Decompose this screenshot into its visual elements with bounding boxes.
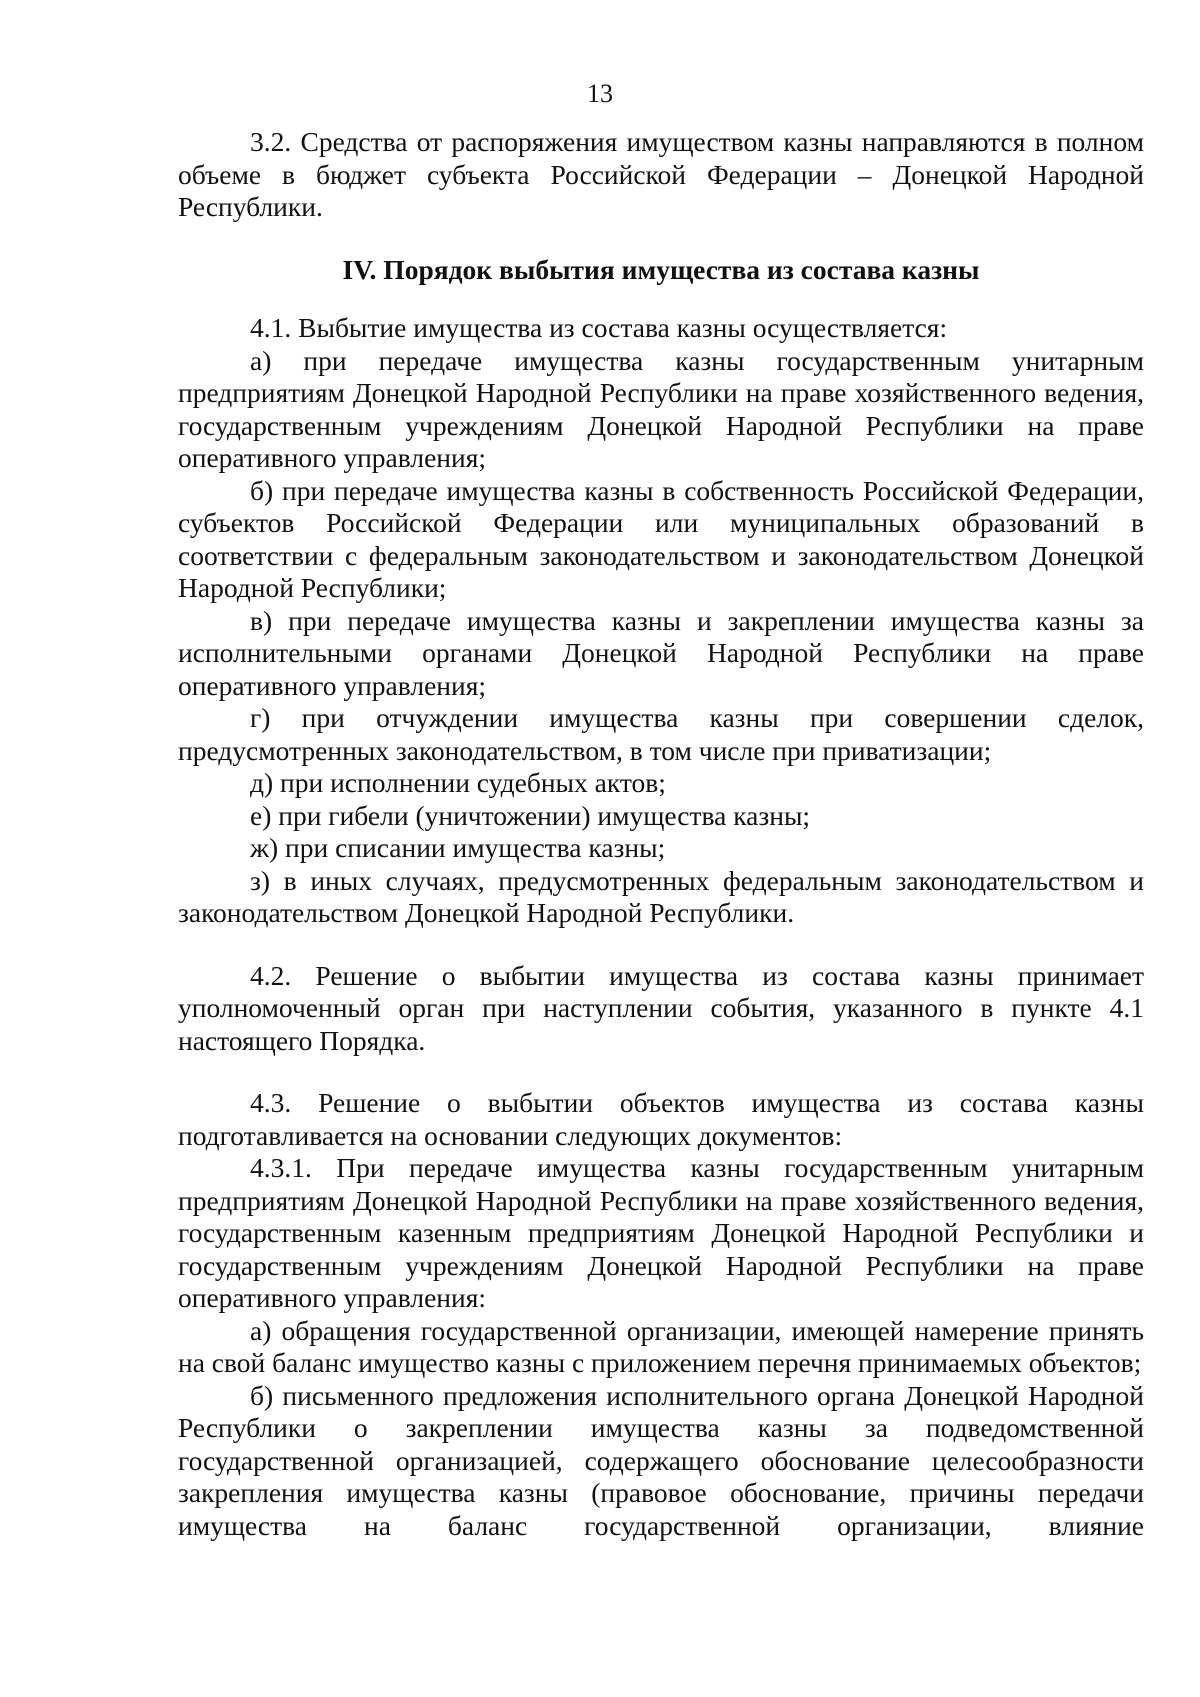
paragraph-4-1-b: б) при передаче имущества казны в собственность Российской Федерации, субъектов Российской Федерации или муниципальных образований в соответствии с федеральным законодательством и законодательством Донецкой Народной Республики;: [178, 474, 1144, 603]
paragraph-4-3-1-b: б) письменного предложения исполнительного органа Донецкой Народной Республики о закреплении имущества казны за подведомственной государственной организацией, содержащего обоснование целесообразности закрепления имущества казны (правовое обоснование, причины передачи имущества на баланс государственной организации, влияние: [178, 1379, 1144, 1541]
paragraph-4-1-v: в) при передаче имущества казны и закреплении имущества казны за исполнительными органами Донецкой Народной Республики на праве оперативного управления;: [178, 604, 1144, 701]
section-heading-iv: IV. Порядок выбытия имущества из состава казны: [342, 253, 980, 285]
paragraph-4-1-e: е) при гибели (уничтожении) имущества казны;: [250, 799, 811, 831]
paragraph-4-1-g: г) при отчуждении имущества казны при совершении сделок, предусмотренных законодательством, в том числе при приватизации;: [178, 702, 1144, 766]
paragraph-4-1-d: д) при исполнении судебных актов;: [250, 767, 666, 798]
paragraph-4-3-1-a: а) обращения государственной организации, имеющей намерение принять на свой баланс имущество казны с приложением перечня принимаемых объектов;: [178, 1314, 1144, 1378]
paragraph-4-2: 4.2. Решение о выбытии имущества из состава казны принимает уполномоченный орган при наступлении события, указанного в пункте 4.1 настоящего Порядка.: [178, 959, 1144, 1056]
paragraph-4-3-1: 4.3.1. При передаче имущества казны государственным унитарным предприятиям Донецкой Народной Республики на праве хозяйственного ведения, государственным казенным предприятиям Донецкой Народной Республики и государственным учреждениям Донецкой Народной Республики на праве оперативного управления:: [178, 1152, 1144, 1313]
paragraph-3-2: 3.2. Средства от распоряжения имуществом казны направляются в полном объеме в бюджет субъекта Российской Федерации – Донецкой Народной Республики.: [178, 126, 1144, 222]
paragraph-4-1-a: а) при передаче имущества казны государственным унитарным предприятиям Донецкой Народной Республики на праве хозяйственного ведения, государственным учреждениям Донецкой Народной Республики на праве оперативного управления;: [178, 344, 1144, 473]
paragraph-4-3: 4.3. Решение о выбытии объектов имущества из состава казны подготавливается на основании следующих документов:: [178, 1087, 1144, 1151]
paragraph-4-1-z: з) в иных случаях, предусмотренных федеральным законодательством и законодательством Донецкой Народной Республики.: [178, 864, 1144, 928]
document-body: [178, 126, 1144, 1542]
paragraph-4-1-zh: ж) при списании имущества казны;: [250, 832, 666, 863]
paragraph-4-1: 4.1. Выбытие имущества из состава казны осуществляется:: [250, 312, 948, 343]
page-number: 13: [587, 79, 613, 108]
